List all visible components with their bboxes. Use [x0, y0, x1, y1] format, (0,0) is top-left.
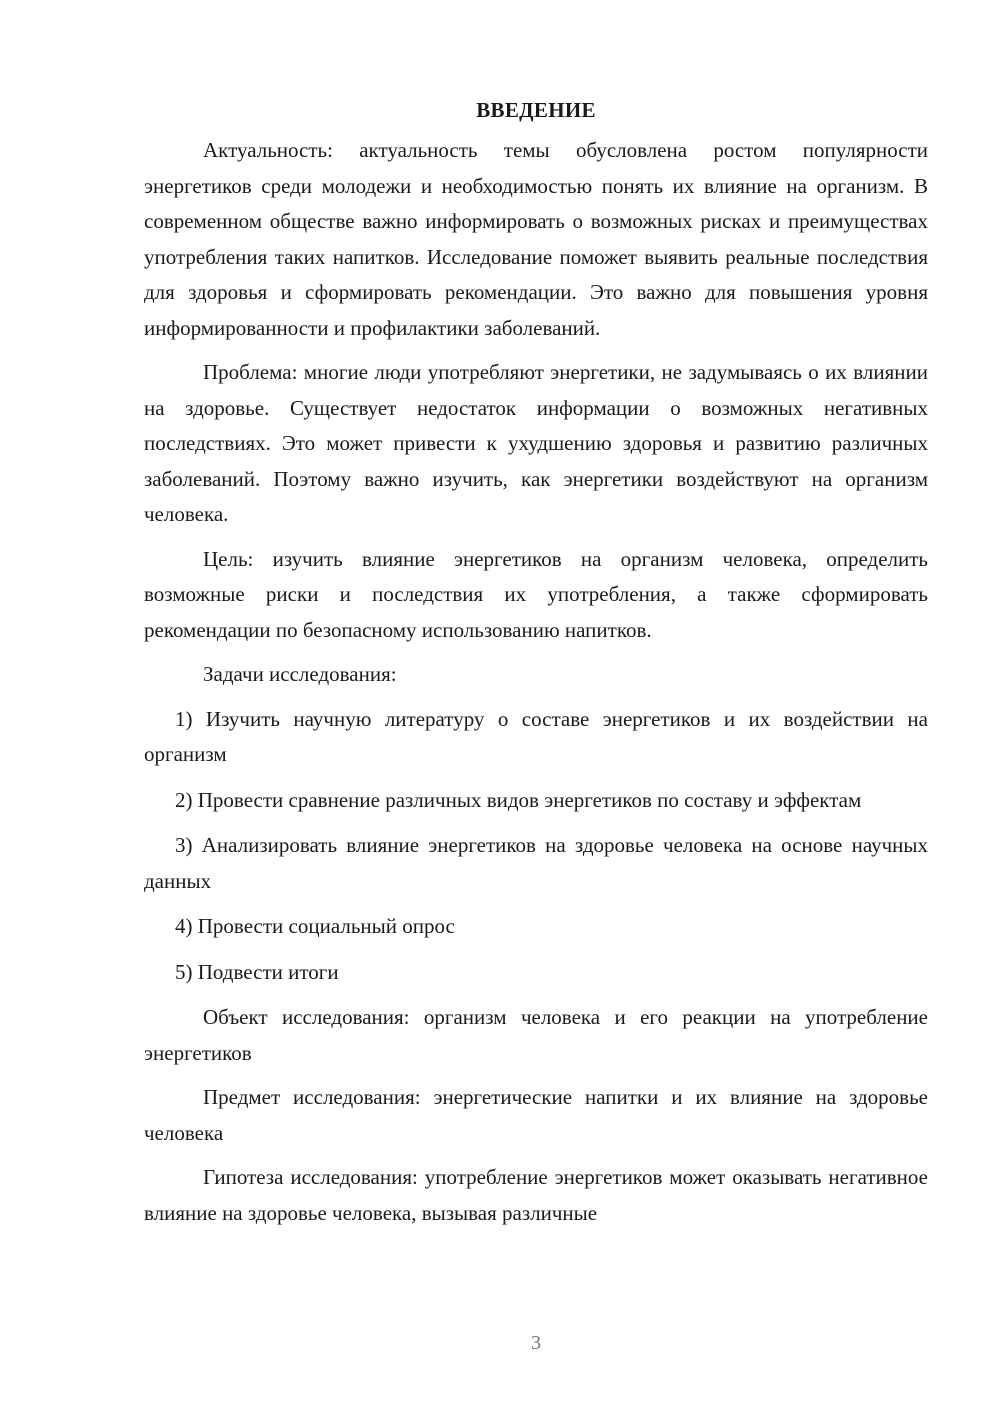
hypothesis-paragraph: Гипотеза исследования: употребление энергетиков может оказывать негативное влияние на здоровье человека, вызывая различные: [144, 1165, 928, 1225]
object-paragraph: Объект исследования: организм человека и его реакции на употребление энергетиков: [144, 1005, 928, 1065]
document-page: [144, 92, 928, 1240]
task-item-1: 1) Изучить научную литературу о составе энергетиков и их воздействии на организм: [144, 706, 928, 766]
problem-paragraph: Проблема: многие люди употребляют энергетики, не задумываясь о их влиянии на здоровье. Существует недостаток информации о возможных негативных последствиях. Это может привести к ухудшению здоровья и развитию различных заболеваний. Поэтому важно изучить, как энергетики воздействуют на организм человека.: [144, 360, 928, 526]
task-item-3: 3) Анализировать влияние энергетиков на здоровье человека на основе научных данных: [144, 833, 928, 893]
task-item-4: 4) Провести социальный опрос: [175, 914, 455, 938]
task-item-2: 2) Провести сравнение различных видов энергетиков по составу и эффектам: [175, 787, 862, 812]
task-item-5: 5) Подвести итоги: [175, 959, 339, 984]
page-number: 3: [531, 1332, 541, 1354]
relevance-paragraph: Актуальность: актуальность темы обусловлена ростом популярности энергетиков среди молодежи и необходимостью понять их влияние на организм. В современном обществе важно информировать о возможных рисках и преимуществах употребления таких напитков. Исследование поможет выявить реальные последствия для здоровья и сформировать рекомендации. Это важно для повышения уровня информированности и профилактики заболеваний.: [144, 138, 928, 340]
goal-paragraph: Цель: изучить влияние энергетиков на организм человека, определить возможные риски и последствия их употребления, а также сформировать рекомендации по безопасному использованию напитков.: [144, 546, 928, 642]
section-title: ВВЕДЕНИЕ: [476, 98, 596, 122]
tasks-heading: Задачи исследования:: [203, 662, 397, 686]
subject-paragraph: Предмет исследования: энергетические напитки и их влияние на здоровье человека: [144, 1085, 928, 1145]
